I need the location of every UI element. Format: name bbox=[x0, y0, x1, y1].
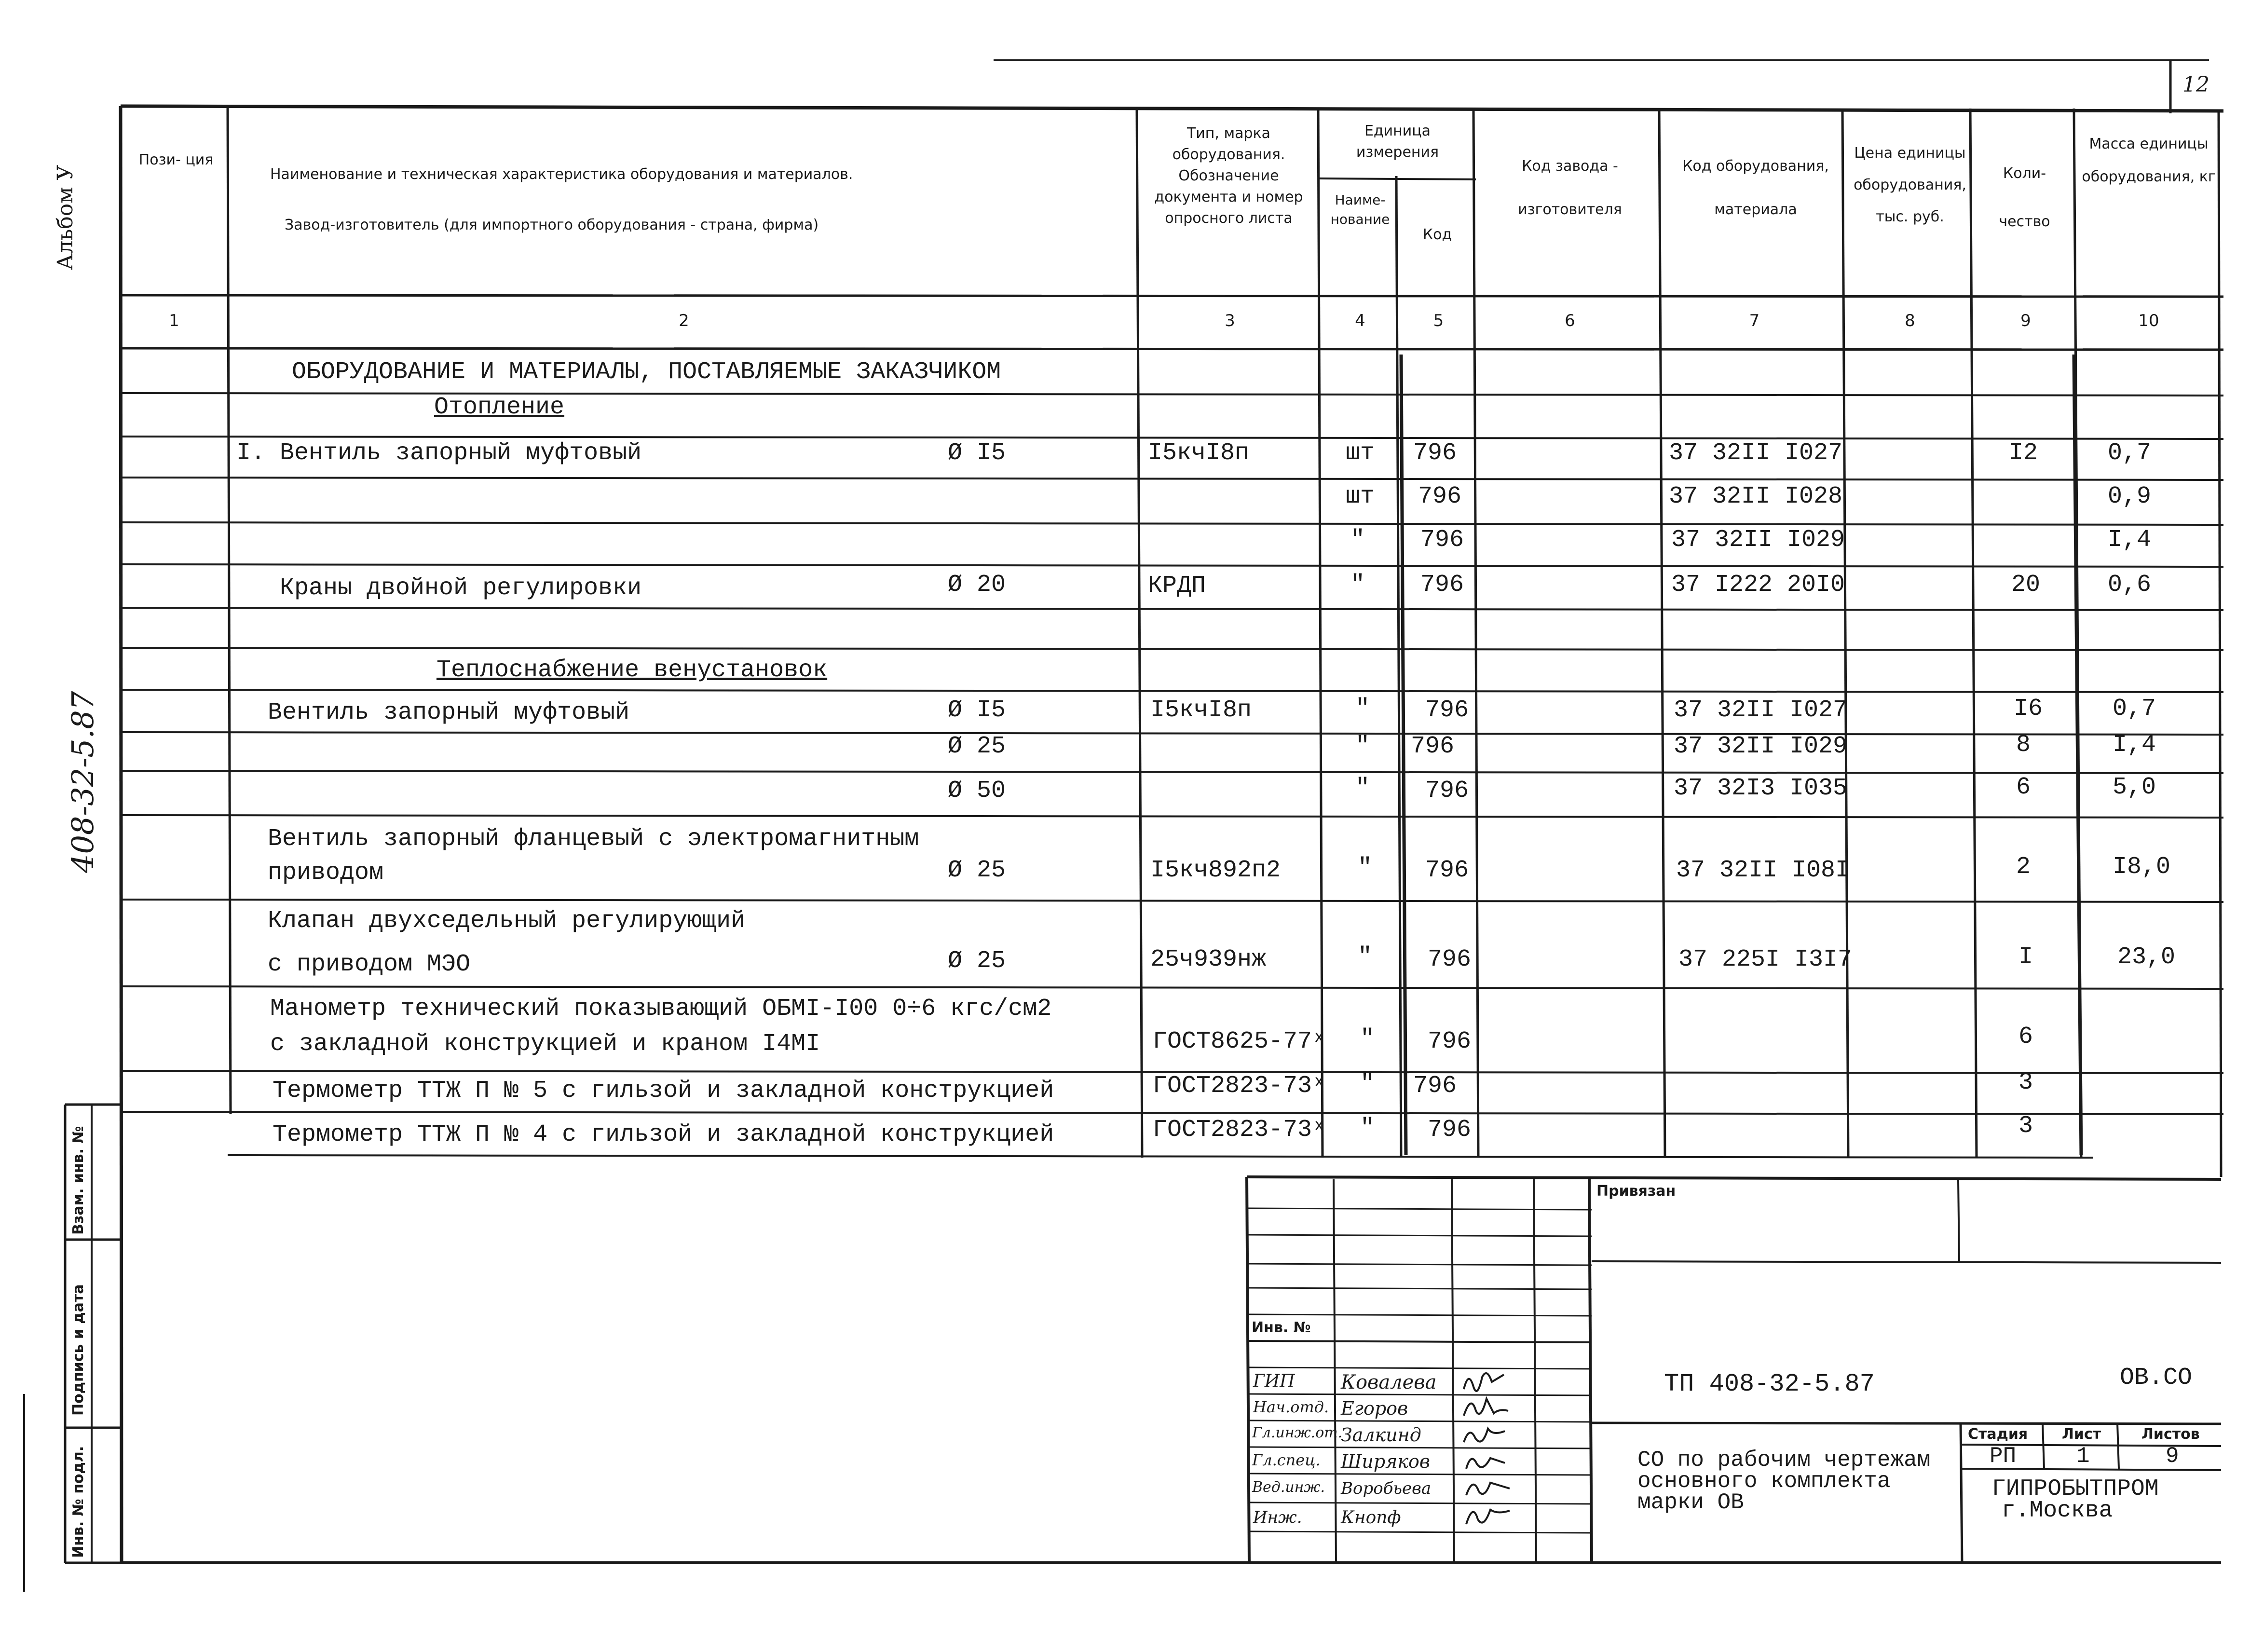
column-number: 4 bbox=[1355, 311, 1365, 330]
row-name: Краны двойной регулировки bbox=[280, 574, 642, 602]
column-number: 10 bbox=[2138, 311, 2159, 330]
row-unit: шт bbox=[1346, 439, 1375, 467]
row-qty: I bbox=[2018, 943, 2033, 971]
row-unit: " bbox=[1360, 1070, 1375, 1098]
tb-role: Гл.спец. bbox=[1252, 1451, 1321, 1469]
row-type: 25ч939нж bbox=[1150, 946, 1267, 973]
row-qty: I2 bbox=[2009, 439, 2038, 467]
row-qty: 3 bbox=[2018, 1069, 2033, 1096]
row-diameter: Ø 20 bbox=[948, 571, 1006, 599]
row-diameter: Ø 25 bbox=[948, 733, 1006, 760]
tb-person: Воробьева bbox=[1341, 1479, 1432, 1498]
row-qty: I6 bbox=[2014, 695, 2043, 723]
header-name-line1: Наименование и техническая характеристика оборудования и материалов. bbox=[270, 166, 853, 183]
tb-person: Ширяков bbox=[1341, 1451, 1431, 1472]
row-code: 37 32II I027 bbox=[1669, 439, 1843, 467]
tb-stage: РП bbox=[1990, 1444, 2017, 1469]
row-name: с закладной конструкцией и краном I4МI bbox=[270, 1030, 820, 1058]
row-code: 37 I222 20I0 bbox=[1671, 571, 1845, 599]
row-qty: 2 bbox=[2016, 853, 2031, 881]
row-unit: " bbox=[1360, 1025, 1375, 1053]
row-unit-code: 796 bbox=[1428, 1116, 1472, 1144]
album-label: Альбом У bbox=[53, 164, 78, 270]
column-number: 9 bbox=[2020, 311, 2031, 330]
column-number: 1 bbox=[169, 311, 179, 330]
row-qty: 6 bbox=[2016, 774, 2031, 801]
row-diameter: Ø 25 bbox=[948, 947, 1006, 975]
row-unit: шт bbox=[1346, 483, 1375, 510]
row-mass: 0,7 bbox=[2108, 439, 2152, 467]
header-unit-code: Код bbox=[1422, 226, 1452, 243]
row-name: Термометр ТТЖ П № 4 с гильзой и закладной конструкцией bbox=[273, 1121, 1054, 1148]
header-unit-mass: Масса единицы оборудования, кг bbox=[2082, 136, 2216, 185]
column-number: 2 bbox=[679, 311, 689, 330]
row-type: I5кчI8п bbox=[1150, 696, 1252, 724]
header-equipment-code: Код оборудования, материала bbox=[1682, 158, 1829, 218]
stamp-signature-date: Подпись и дата bbox=[70, 1284, 87, 1416]
row-unit: " bbox=[1360, 1115, 1375, 1142]
row-unit-code: 796 bbox=[1411, 733, 1455, 760]
row-type: КРДП bbox=[1148, 572, 1206, 600]
row-unit-code: 796 bbox=[1425, 857, 1469, 884]
row-code: 37 32II I029 bbox=[1671, 526, 1845, 554]
row-type: ГОСТ2823-73ˣ bbox=[1153, 1072, 1327, 1100]
row-unit-code: 796 bbox=[1418, 483, 1462, 510]
row-name: с приводом МЭО bbox=[268, 951, 471, 978]
row-mass: I8,0 bbox=[2113, 853, 2171, 881]
row-unit: " bbox=[1355, 733, 1370, 760]
tb-role: Инж. bbox=[1253, 1508, 1302, 1527]
row-unit-code: 796 bbox=[1428, 1028, 1472, 1055]
row-name: Манометр технический показывающий ОБМI-I00 0÷6 кгс/см2 bbox=[270, 995, 1052, 1023]
header-unit: Единица измерения bbox=[1356, 123, 1439, 161]
sheet-number: 12 bbox=[2182, 72, 2209, 97]
row-mass: 0,7 bbox=[2113, 695, 2156, 723]
row-unit-code: 796 bbox=[1413, 1072, 1457, 1100]
tb-mark: ОВ.СО bbox=[2120, 1364, 2193, 1392]
row-name: Клапан двухседельный регулирующий bbox=[268, 907, 746, 935]
row-unit-code: 796 bbox=[1425, 696, 1469, 724]
row-unit-code: 796 bbox=[1413, 439, 1457, 467]
row-code: 37 225I I3I7 bbox=[1678, 946, 1853, 973]
row-unit: " bbox=[1350, 571, 1365, 599]
column-number: 8 bbox=[1905, 311, 1915, 330]
row-unit: " bbox=[1355, 775, 1370, 802]
row-name: Вентиль запорный фланцевый с электромагнитным bbox=[268, 825, 919, 853]
row-qty: 3 bbox=[2018, 1112, 2033, 1140]
side-doc-code: 408-32-5.87 bbox=[65, 691, 100, 873]
column-number: 6 bbox=[1565, 311, 1575, 330]
header-position: Пози- ция bbox=[138, 151, 214, 168]
section-title: ОБОРУДОВАНИЕ И МАТЕРИАЛЫ, ПОСТАВЛЯЕМЫЕ ЗАКАЗЧИКОМ bbox=[292, 358, 1001, 386]
row-unit: " bbox=[1355, 695, 1370, 723]
column-number: 7 bbox=[1749, 311, 1760, 330]
header-quantity: Коли- чество bbox=[1999, 165, 2050, 230]
row-unit-code: 796 bbox=[1428, 946, 1472, 973]
tb-sheets-label: Листов bbox=[2141, 1426, 2200, 1443]
tb-person: Кнопф bbox=[1341, 1508, 1401, 1528]
row-name: Вентиль запорный муфтовый bbox=[268, 699, 630, 726]
tb-role: Нач.отд. bbox=[1253, 1398, 1329, 1416]
row-code: 37 32II I029 bbox=[1674, 733, 1848, 760]
column-number: 5 bbox=[1433, 311, 1444, 330]
tb-org: ГИПРОБЫТПРОМ bbox=[1992, 1476, 2159, 1502]
row-type: I5кчI8п bbox=[1148, 439, 1250, 467]
row-unit-code: 796 bbox=[1420, 571, 1464, 599]
tb-sheet: 1 bbox=[2076, 1444, 2090, 1469]
row-mass: 5,0 bbox=[2113, 774, 2156, 801]
row-unit: " bbox=[1358, 943, 1373, 971]
row-code: 37 32II I027 bbox=[1674, 696, 1848, 724]
row-code: 37 32I3 I035 bbox=[1674, 775, 1848, 802]
row-type: I5кч892п2 bbox=[1150, 857, 1281, 884]
header-type: Тип, марка оборудования. Обозначение документа и номер опросного листа bbox=[1154, 125, 1303, 227]
row-mass: 0,6 bbox=[2108, 571, 2152, 599]
subsection-vent-heat-supply: Теплоснабжение венустановок bbox=[436, 656, 828, 684]
tb-org-city: г.Москва bbox=[2002, 1498, 2113, 1524]
tb-role: Гл.инж.от. bbox=[1252, 1424, 1343, 1441]
row-unit-code: 796 bbox=[1420, 526, 1464, 554]
tb-role: Вед.инж. bbox=[1252, 1479, 1325, 1496]
row-unit: " bbox=[1358, 854, 1373, 882]
row-diameter: Ø I5 bbox=[948, 439, 1006, 467]
row-type: ГОСТ8625-77ˣ bbox=[1153, 1028, 1327, 1055]
row-qty: 20 bbox=[2011, 571, 2041, 599]
tb-person: Егоров bbox=[1341, 1398, 1408, 1419]
row-name: приводом bbox=[268, 859, 384, 887]
row-diameter: Ø 50 bbox=[948, 777, 1006, 805]
subsection-heating: Отопление bbox=[434, 394, 565, 421]
tb-inv-no: Инв. № bbox=[1252, 1319, 1311, 1336]
column-number: 3 bbox=[1225, 311, 1235, 330]
header-unit-name: Наиме- нование bbox=[1330, 192, 1390, 227]
tb-role: ГИП bbox=[1253, 1371, 1295, 1391]
stamp-inv-podl: Инв. № подл. bbox=[70, 1446, 87, 1558]
tb-description: СО по рабочим чертежам основного комплекта марки ОВ bbox=[1637, 1447, 1931, 1515]
row-diameter: Ø 25 bbox=[948, 857, 1006, 884]
row-type: ГОСТ2823-73ˣ bbox=[1153, 1116, 1327, 1144]
header-name-line2: Завод-изготовитель (для импортного оборудования - страна, фирма) bbox=[285, 217, 819, 233]
tb-sheets: 9 bbox=[2166, 1444, 2179, 1469]
row-qty: 8 bbox=[2016, 731, 2031, 759]
row-name: I. Вентиль запорный муфтовый bbox=[236, 439, 642, 467]
row-mass: I,4 bbox=[2113, 731, 2156, 759]
row-mass: I,4 bbox=[2108, 526, 2152, 554]
tb-stage-label: Стадия bbox=[1968, 1426, 2028, 1443]
tb-person: Залкинд bbox=[1341, 1424, 1421, 1446]
row-unit-code: 796 bbox=[1425, 777, 1469, 805]
row-name: Термометр ТТЖ П № 5 с гильзой и закладной конструкцией bbox=[273, 1077, 1054, 1105]
row-diameter: Ø I5 bbox=[948, 696, 1006, 724]
row-code: 37 32II I08I bbox=[1676, 857, 1850, 884]
row-mass: 0,9 bbox=[2108, 483, 2152, 510]
row-code: 37 32II I028 bbox=[1669, 483, 1843, 510]
tb-sheet-label: Лист bbox=[2062, 1426, 2101, 1443]
tb-person: Ковалева bbox=[1341, 1371, 1437, 1393]
stamp-vzam-inv: Взам. инв. № bbox=[70, 1126, 87, 1235]
row-mass: 23,0 bbox=[2117, 943, 2176, 971]
tb-doc-code: ТП 408-32-5.87 bbox=[1664, 1370, 1875, 1398]
header-unit-price: Цена единицы оборудования, тыс. руб. bbox=[1854, 145, 1966, 225]
row-unit: " bbox=[1350, 526, 1365, 554]
row-qty: 6 bbox=[2018, 1023, 2033, 1051]
header-factory-code: Код завода - изготовителя bbox=[1518, 158, 1622, 218]
tb-privyazan: Привязан bbox=[1596, 1183, 1676, 1200]
